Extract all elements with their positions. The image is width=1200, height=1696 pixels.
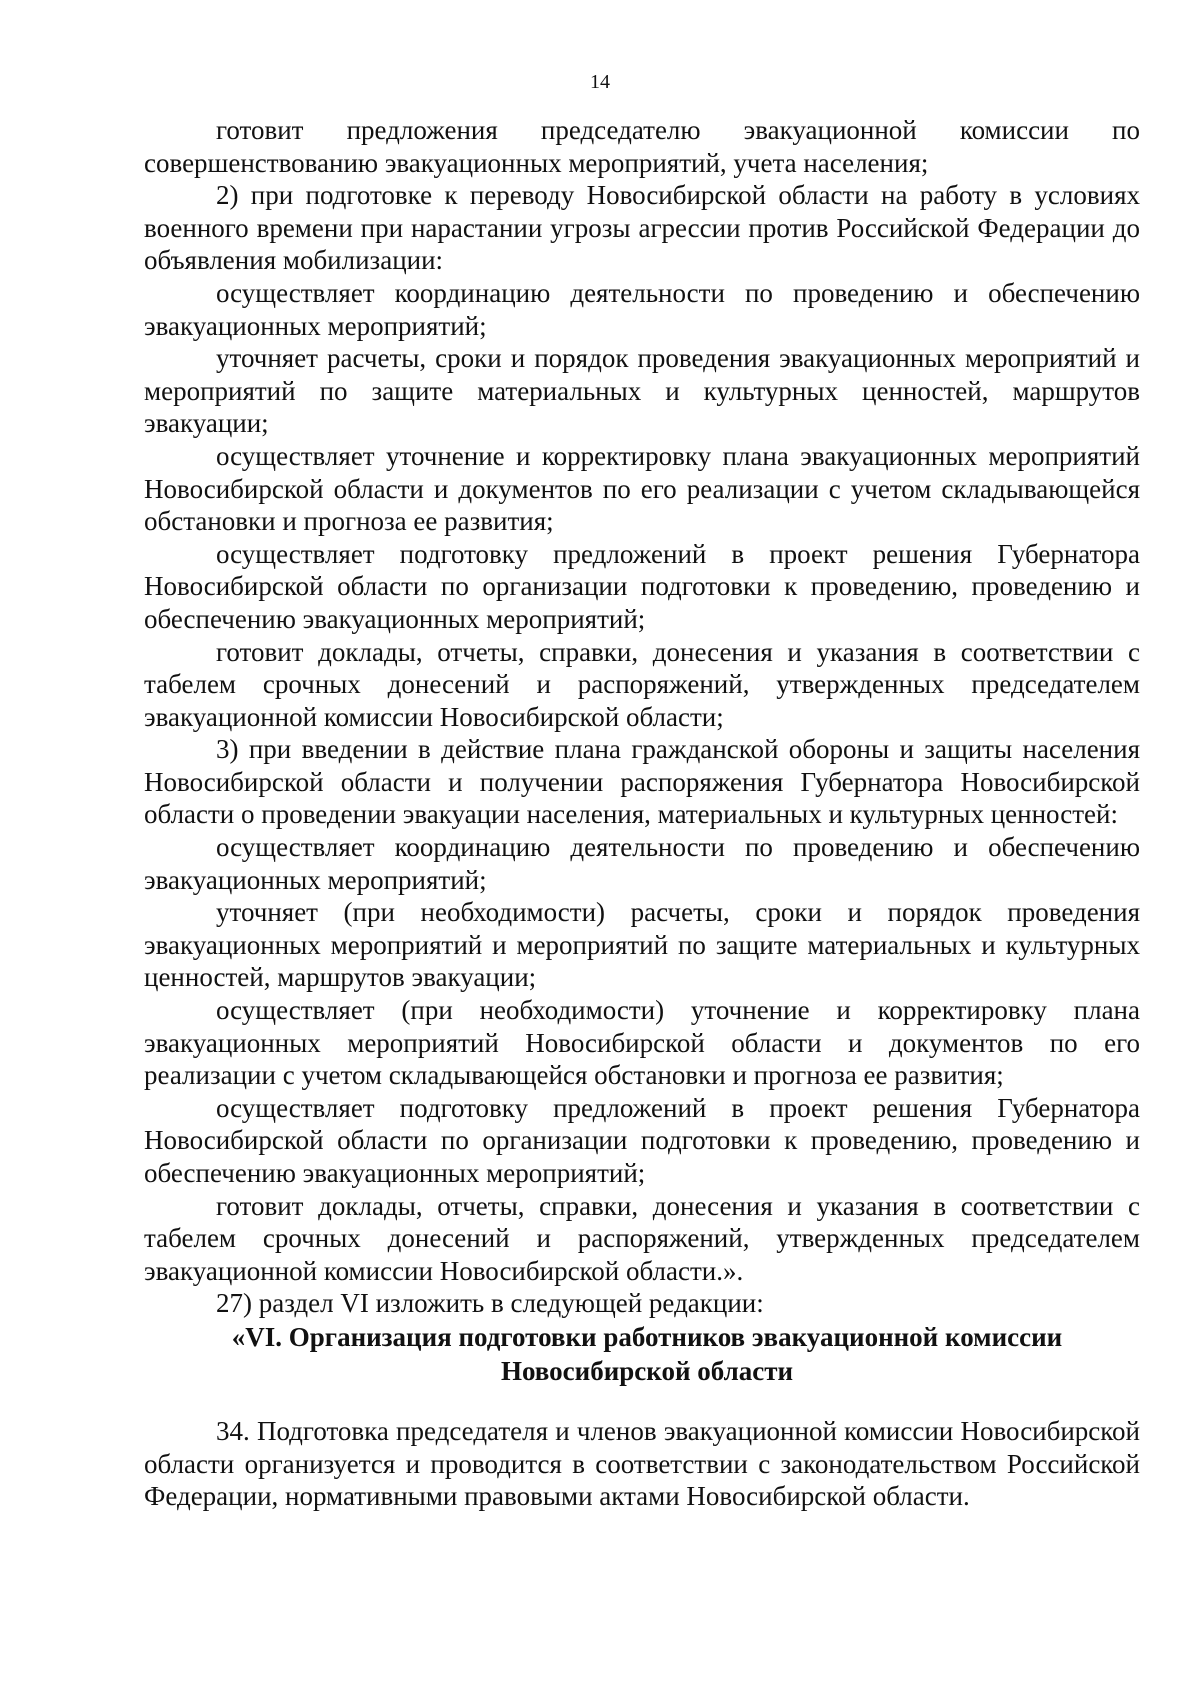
paragraph: 27) раздел VI изложить в следующей редакции: bbox=[216, 1288, 764, 1319]
section-heading-line-1: «VI. Организация подготовки работников эвакуационной комиссии bbox=[231, 1321, 1063, 1352]
paragraph: готовит доклады, отчеты, справки, донесения и указания в соответствии с табелем срочных донесений и распоряжений, утвержденных председателем эвакуационной комиссии Новосибирской области.». bbox=[144, 1190, 1140, 1286]
paragraph: готовит предложения председателю эвакуационной комиссии по совершенствованию эвакуационных мероприятий, учета населения; bbox=[144, 115, 1140, 178]
paragraph: осуществляет подготовку предложений в проект решения Губернатора Новосибирской области по организации подготовки к проведению, проведению и обеспечению эвакуационных мероприятий; bbox=[144, 538, 1140, 634]
paragraph: 34. Подготовка председателя и членов эвакуационной комиссии Новосибирской области организуется и проводится в соответствии с законодательством Российской Федерации, нормативными правовыми актами Новосибирской области. bbox=[144, 1415, 1140, 1512]
paragraph: готовит доклады, отчеты, справки, донесения и указания в соответствии с табелем срочных донесений и распоряжений, утвержденных председателем эвакуационной комиссии Новосибирской области; bbox=[144, 636, 1140, 732]
heading-spacer bbox=[144, 1388, 1140, 1415]
paragraph: осуществляет (при необходимости) уточнение и корректировку плана эвакуационных мероприятий Новосибирской области и документов по его реализации с учетом складывающейся обстановки и прогноза ее развития; bbox=[144, 995, 1140, 1091]
document-body bbox=[144, 114, 1140, 1513]
paragraph: уточняет расчеты, сроки и порядок проведения эвакуационных мероприятий и мероприятий по защите материальных и культурных ценностей, маршрутов эвакуации; bbox=[144, 343, 1140, 439]
paragraph: осуществляет координацию деятельности по проведению и обеспечению эвакуационных мероприятий; bbox=[144, 832, 1140, 895]
page-number: 14 bbox=[590, 71, 610, 93]
paragraph: уточняет (при необходимости) расчеты, сроки и порядок проведения эвакуационных мероприятий и мероприятий по защите материальных и культурных ценностей, маршрутов эвакуации; bbox=[144, 897, 1140, 993]
section-heading-line-2: Новосибирской области bbox=[500, 1355, 794, 1386]
paragraph: 3) при введении в действие плана гражданской обороны и защиты населения Новосибирской области и получении распоряжения Губернатора Новосибирской области о проведении эвакуации населения, материальных и культурных ценностей: bbox=[144, 734, 1140, 830]
paragraph: осуществляет уточнение и корректировку плана эвакуационных мероприятий Новосибирской области и документов по его реализации с учетом складывающейся обстановки и прогноза ее развития; bbox=[144, 440, 1140, 537]
paragraph: осуществляет подготовку предложений в проект решения Губернатора Новосибирской области по организации подготовки к проведению, проведению и обеспечению эвакуационных мероприятий; bbox=[144, 1092, 1140, 1188]
paragraph: 2) при подготовке к переводу Новосибирской области на работу в условиях военного времени при нарастании угрозы агрессии против Российской Федерации до объявления мобилизации: bbox=[144, 180, 1140, 276]
paragraph: осуществляет координацию деятельности по проведению и обеспечению эвакуационных мероприятий; bbox=[144, 277, 1140, 341]
